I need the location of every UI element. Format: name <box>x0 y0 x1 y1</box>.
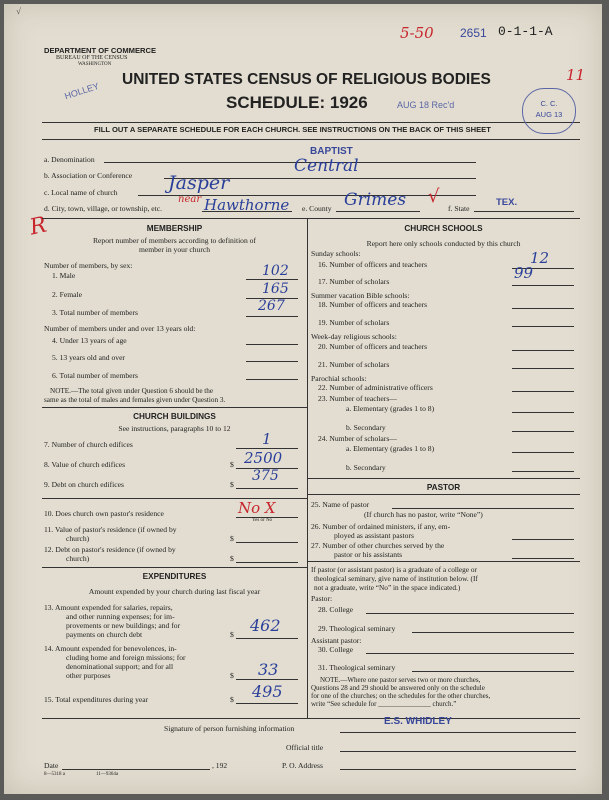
q15-line <box>236 703 298 704</box>
q12-line <box>236 562 298 563</box>
q28-line <box>366 613 574 614</box>
q12-dollar: $ <box>230 554 234 563</box>
q31-label: 31. Theological seminary <box>318 663 396 672</box>
q4-line <box>246 344 298 345</box>
q6-label: 6. Total number of members <box>52 371 139 380</box>
q20-label: 20. Number of officers and teachers <box>318 342 428 351</box>
q30-line <box>366 653 574 654</box>
q13-label-3: provements or new buildings; and for <box>66 621 181 630</box>
center-divider <box>307 218 308 718</box>
q14-label-3: denominational support; and for all <box>66 662 174 671</box>
county-label: e. County <box>302 204 332 213</box>
q17-line <box>512 285 574 286</box>
membership-note-1: NOTE.—The total given under Question 6 should be the <box>50 387 214 395</box>
q6-line <box>246 379 298 380</box>
college-top-rule <box>307 561 580 562</box>
q18-label: 18. Number of officers and teachers <box>318 300 428 309</box>
q27-label-1: 27. Number of other churches served by the <box>311 541 445 550</box>
expenditures-heading: EXPENDITURES <box>142 572 207 581</box>
q13-label-2: and other running expenses; for im- <box>66 612 175 621</box>
q27-line <box>512 558 574 559</box>
q9-line <box>236 488 298 489</box>
check-mark: √ <box>16 6 21 16</box>
sunday-schools-label: Sunday schools: <box>311 249 361 258</box>
q23a-line <box>512 412 574 413</box>
college-note-1: If pastor (or assistant pastor) is a graduate of a college or <box>311 565 477 574</box>
q11-label-2: church) <box>66 534 90 543</box>
q13-value: 462 <box>250 616 281 635</box>
q1-label: 1. Male <box>52 271 76 280</box>
q3-line <box>246 316 298 317</box>
q29-label: 29. Theological seminary <box>318 624 396 633</box>
q27-label-2: pastor or his assistants <box>334 550 403 559</box>
official-title-line[interactable] <box>340 751 576 752</box>
q10-value: No X <box>238 499 276 517</box>
pastor-subheading: Pastor: <box>311 594 333 603</box>
q14-label-1: 14. Amount expended for benevolences, in- <box>44 644 177 653</box>
college-note-3: not a graduate, write “No” in the space indicated.) <box>314 583 461 592</box>
q21-label: 21. Number of scholars <box>318 360 390 369</box>
header-rule-top <box>42 122 580 123</box>
q3-value: 267 <box>258 298 285 314</box>
q21-line <box>512 368 574 369</box>
official-title-label: Official title <box>286 743 324 752</box>
header-rule-bottom <box>42 139 580 140</box>
county-line <box>336 211 420 212</box>
q29-line <box>412 632 574 633</box>
q18-line <box>512 308 574 309</box>
q14-label-4: other purposes <box>66 671 111 680</box>
q14-line <box>236 679 298 680</box>
form-title: UNITED STATES CENSUS OF RELIGIOUS BODIES <box>122 71 491 88</box>
q15-label: 15. Total expenditures during year <box>44 695 149 704</box>
q13-label-1: 13. Amount expended for salaries, repairs, <box>44 603 173 612</box>
q1-line <box>246 279 298 280</box>
q19-label: 19. Number of scholars <box>318 318 390 327</box>
q14-dollar: $ <box>230 671 234 680</box>
q22-line <box>512 391 574 392</box>
department-label: DEPARTMENT OF COMMERCE <box>44 46 157 55</box>
local-name-label: c. Local name of church <box>44 188 118 197</box>
q13-label-4: payments on church debt <box>66 630 143 639</box>
membership-intro-1: Report number of members according to definition of <box>92 236 256 245</box>
q2-value: 165 <box>262 281 289 297</box>
signature-value: E.S. WHIDLEY <box>384 716 452 727</box>
weekday-schools-label: Week-day religious schools: <box>311 332 397 341</box>
schools-intro: Report here only schools conducted by this church <box>366 239 521 248</box>
county-check: √ <box>428 186 440 207</box>
q17-value: 99 <box>514 264 534 282</box>
pastor-note-1: NOTE.—Where one pastor serves two or more churches, <box>320 676 481 684</box>
year-suffix: , 192 <box>212 761 228 770</box>
vacation-schools-label: Summer vacation Bible schools: <box>311 291 410 300</box>
parochial-schools-label: Parochial schools: <box>311 374 367 383</box>
pastor-note-2: Questions 28 and 29 should be answered only on the schedule <box>311 684 485 692</box>
state-line <box>474 211 574 212</box>
q9-value: 375 <box>252 468 279 484</box>
date-line[interactable] <box>62 769 210 770</box>
association-value: Central <box>294 156 359 176</box>
q24a-line <box>512 452 574 453</box>
q14-label-2: cluding home and foreign missions; for <box>66 653 186 662</box>
membership-heading: MEMBERSHIP <box>146 224 203 233</box>
local-name-value: Jasper <box>168 172 230 194</box>
q11-line <box>236 542 298 543</box>
assistant-pastor-subheading: Assistant pastor: <box>311 636 362 645</box>
members-by-sex-label: Number of members, by sex: <box>44 261 133 270</box>
q24-label: 24. Number of scholars— <box>318 434 397 443</box>
handwritten-code: 5-50 <box>400 24 434 42</box>
schedule-number-stamp: 0-1-1-A <box>498 24 553 39</box>
q19-line <box>512 326 574 327</box>
q25-label: 25. Name of pastor <box>311 500 370 509</box>
cc-stamp <box>522 88 576 134</box>
denomination-label: a. Denomination <box>44 155 95 164</box>
membership-note-2: same as the total of males and females given under Question 3. <box>44 396 226 404</box>
pastor-note-4: write “See schedule for _______________ church.” <box>311 700 457 708</box>
q23-label: 23. Number of teachers— <box>318 394 397 403</box>
corner-mark: 11 <box>566 66 586 84</box>
pastor-note-3: for one of the churches; on the schedules for the other churches, <box>311 692 491 700</box>
state-label: f. State <box>448 204 470 213</box>
expenditures-intro: Amount expended by your church during last fiscal year <box>88 587 261 596</box>
cc-stamp-line1: C. C. <box>540 99 558 108</box>
denomination-value: BAPTIST <box>310 146 353 157</box>
cc-stamp-line2: AUG 13 <box>535 110 563 119</box>
q23a-label: a. Elementary (grades 1 to 8) <box>346 404 435 413</box>
q8-dollar: $ <box>230 460 234 469</box>
q9-label: 9. Debt on church edifices <box>44 480 124 489</box>
county-value: Grimes <box>344 190 407 210</box>
q10-label: 10. Does church own pastor's residence <box>44 509 164 518</box>
q9-dollar: $ <box>230 480 234 489</box>
q3-label: 3. Total number of members <box>52 308 139 317</box>
buildings-intro: See instructions, paragraphs 10 to 12 <box>118 424 231 433</box>
q13-dollar: $ <box>230 630 234 639</box>
po-address-line[interactable] <box>340 769 576 770</box>
census-schedule-page <box>4 4 602 794</box>
membership-intro-2: member in your church <box>138 245 211 254</box>
q12-label-1: 12. Debt on pastor's residence (if owned by <box>44 545 176 554</box>
signature-line[interactable] <box>340 732 576 733</box>
q24a-label: a. Elementary (grades 1 to 8) <box>346 444 435 453</box>
q26-label-1: 26. Number of ordained ministers, if any, em- <box>311 522 451 531</box>
q16-value: 12 <box>530 249 550 267</box>
city-label: d. City, town, village, or township, etc. <box>44 204 163 213</box>
city-near-annotation: near <box>178 194 202 205</box>
separate-schedule-instruction: FILL OUT A SEPARATE SCHEDULE FOR EACH CHURCH. SEE INSTRUCTIONS ON THE BACK OF THIS SHEET <box>94 125 491 134</box>
q20-line <box>512 350 574 351</box>
schools-heading: CHURCH SCHOOLS <box>404 224 483 233</box>
state-value: TEX. <box>496 197 518 208</box>
q24b-label: b. Secondary <box>346 463 386 472</box>
q8-label: 8. Value of church edifices <box>44 460 126 469</box>
q4-label: 4. Under 13 years of age <box>52 336 127 345</box>
q8-value: 2500 <box>244 449 283 467</box>
college-note-2: theological seminary, give name of institution below. (If <box>314 574 478 583</box>
pastor-top-rule <box>307 478 580 479</box>
received-date-stamp: AUG 18 Rec'd <box>397 100 455 110</box>
q11-dollar: $ <box>230 534 234 543</box>
holley-stamp: HOLLEY <box>63 80 101 102</box>
signature-label: Signature of person furnishing information <box>164 724 295 733</box>
q28-label: 28. College <box>318 605 354 614</box>
q23b-label: b. Secondary <box>346 423 386 432</box>
q5-label: 5. 13 years old and over <box>52 353 125 362</box>
stamp-prefix: 2651 <box>460 26 487 40</box>
q11-label-1: 11. Value of pastor's residence (if owned by <box>44 525 177 534</box>
q10-hint: Yes or No <box>252 518 273 523</box>
q1-value: 102 <box>262 263 289 279</box>
q5-line <box>246 361 298 362</box>
q25-line <box>392 508 574 509</box>
q15-value: 495 <box>252 682 283 701</box>
q14-value: 33 <box>258 660 279 679</box>
q22-label: 22. Number of administrative officers <box>318 383 433 392</box>
q7-value: 1 <box>262 430 272 448</box>
grid-top-rule <box>42 218 580 219</box>
association-label: b. Association or Conference <box>44 171 133 180</box>
membership-bottom-rule <box>42 407 307 408</box>
form-code-2: 11—9364a <box>96 772 119 777</box>
pastor-heading: PASTOR <box>426 483 461 492</box>
margin-mark: R <box>27 212 49 241</box>
date-label: Date <box>44 761 59 770</box>
q2-label: 2. Female <box>52 290 82 299</box>
q7-label: 7. Number of church edifices <box>44 440 133 449</box>
q25-hint: (If church has no pastor, write “None”) <box>364 510 483 519</box>
age-breakdown-label: Number of members under and over 13 years old: <box>44 324 196 333</box>
bureau-label: BUREAU OF THE CENSUS <box>56 55 128 61</box>
q26-label-2: ployed as assistant pastors <box>334 531 414 540</box>
form-code: 8—5318 a <box>44 772 65 777</box>
q17-label: 17. Number of scholars <box>318 277 390 286</box>
q13-line <box>236 638 298 639</box>
grid-bottom-rule <box>42 718 580 719</box>
q23b-line <box>512 431 574 432</box>
q15-dollar: $ <box>230 695 234 704</box>
city-value: Hawthorne <box>204 196 290 214</box>
buildings-heading: CHURCH BUILDINGS <box>133 412 216 421</box>
po-address-label: P. O. Address <box>282 761 323 770</box>
denomination-line <box>104 162 476 163</box>
q31-line <box>412 671 574 672</box>
q24b-line <box>512 471 574 472</box>
city-label: WASHINGTON <box>78 62 112 67</box>
q26-line <box>512 539 574 540</box>
expenditures-top-rule <box>42 567 307 568</box>
pastor-heading-rule <box>307 494 580 495</box>
q30-label: 30. College <box>318 645 354 654</box>
q16-label: 16. Number of officers and teachers <box>318 260 428 269</box>
q12-label-2: church) <box>66 554 90 563</box>
schedule-title: SCHEDULE: 1926 <box>226 93 368 112</box>
